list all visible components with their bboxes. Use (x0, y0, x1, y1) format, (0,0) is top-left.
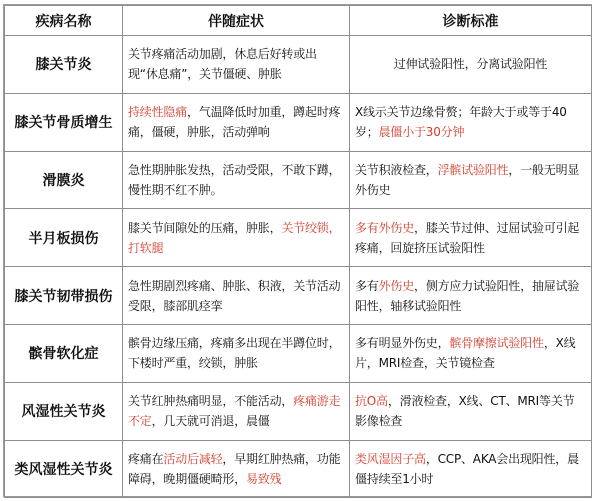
disease-name-cell: 髌骨软化症 (5, 324, 123, 382)
symptoms-cell (123, 440, 350, 498)
cell-text: ，膝关节过伸、过屈试验可引起疼痛，回旋挤压试验阳性 (355, 220, 580, 255)
disease-comparison-table (4, 5, 592, 498)
cell-text: 急性期剧烈疼痛、肿胀、积液，关节活动受限，膝部肌痉挛 (128, 278, 341, 313)
highlighted-text: 疼痛游走不定 (128, 394, 341, 429)
header-symptoms: 伴随症状 (123, 6, 350, 36)
diagnosis-cell (350, 324, 592, 382)
table-header (5, 6, 592, 36)
symptoms-cell (123, 151, 350, 209)
disease-name-cell: 膝关节炎 (5, 36, 123, 94)
highlighted-text: 外伤史 (378, 278, 415, 293)
diagnosis-cell (350, 36, 592, 94)
disease-name-cell: 膝关节骨质增生 (5, 93, 123, 151)
disease-name-cell: 半月板损伤 (5, 209, 123, 267)
cell-text: ，侧方应力试验阳性，抽屉试验阳性，轴移试验阳性 (355, 278, 580, 313)
cell-text: 急性期肿胀发热，活动受限，不敢下蹲，慢性期不红不肿。 (128, 162, 341, 197)
cell-text: ，一般无明显外伤史 (355, 162, 580, 197)
highlighted-text: 易致残 (246, 471, 282, 486)
disease-table (3, 4, 592, 497)
highlighted-text: 持续性隐痛 (128, 105, 188, 120)
cell-text: ，X线片，MRI检查，关节镜检查 (355, 336, 576, 371)
highlighted-text: 抗O高 (355, 394, 388, 409)
cell-text: ，几天就可消退，晨僵 (151, 414, 270, 429)
disease-name-cell: 类风湿性关节炎 (5, 440, 123, 498)
cell-text: 膝关节间隙处的压痛，肿胀， (128, 220, 282, 235)
highlighted-text: 浮髌试验阳性 (437, 162, 509, 177)
header-disease-name: 疾病名称 (5, 6, 123, 36)
diagnosis-cell (350, 93, 592, 151)
cell-text: ，滑液检查，X线、CT、MRI等关节影像检查 (355, 394, 575, 429)
symptoms-cell (123, 36, 350, 94)
diagnosis-cell (350, 382, 592, 440)
highlighted-text: 活动后减轻 (163, 451, 223, 466)
cell-text: ，早期红肿热痛，功能障碍，晚期僵硬畸形， (128, 451, 341, 486)
cell-text: 过伸试验阳性，分离试验阳性 (393, 57, 548, 72)
highlighted-text: 晨僵小于30分钟 (378, 125, 465, 140)
table-row (5, 209, 592, 267)
table-body (5, 36, 592, 498)
table-row (5, 36, 592, 94)
cell-text: 多有明显外伤史， (355, 336, 450, 351)
cell-text: 关节积液检查， (355, 162, 438, 177)
disease-name-cell: 膝关节韧带损伤 (5, 267, 123, 325)
symptoms-cell (123, 209, 350, 267)
highlighted-text: 关节绞锁，打软腿 (128, 220, 341, 255)
diagnosis-cell (350, 267, 592, 325)
cell-text: 疼痛在 (128, 451, 164, 466)
highlighted-text: 多有外伤史 (355, 220, 415, 235)
table-row (5, 93, 592, 151)
cell-text: ，CCP、AKA会出现阳性，晨僵持续至1小时 (355, 451, 579, 486)
cell-text: 关节红肿热痛明显，不能活动， (128, 394, 294, 409)
symptoms-cell (123, 93, 350, 151)
diagnosis-cell (350, 151, 592, 209)
highlighted-text: 髌骨摩擦试验阳性 (449, 336, 544, 351)
cell-text: 关节疼痛活动加剧，休息后好转或出现“休息痛”，关节僵硬、肿胀 (128, 47, 317, 82)
table-row (5, 382, 592, 440)
cell-text: ，气温降低时加重，蹲起时疼痛，僵硬，肿胀，活动弹响 (128, 105, 341, 140)
table-row (5, 151, 592, 209)
table-row (5, 440, 592, 498)
symptoms-cell (123, 382, 350, 440)
table-row (5, 324, 592, 382)
symptoms-cell (123, 324, 350, 382)
diagnosis-cell (350, 209, 592, 267)
diagnosis-cell (350, 440, 592, 498)
header-row (5, 6, 592, 36)
table-row (5, 267, 592, 325)
disease-name-cell: 风湿性关节炎 (5, 382, 123, 440)
cell-text: X线示关节边缘骨赘；年龄大于或等于40岁； (355, 105, 567, 140)
disease-name-cell: 滑膜炎 (5, 151, 123, 209)
header-diagnosis: 诊断标准 (350, 6, 592, 36)
highlighted-text: 类风湿因子高 (355, 451, 426, 466)
cell-text: 髌骨边缘压痛，疼痛多出现在半蹲位时，下楼时严重，绞锁，肿胀 (128, 336, 341, 371)
symptoms-cell (123, 267, 350, 325)
cell-text: 多有 (355, 278, 379, 293)
